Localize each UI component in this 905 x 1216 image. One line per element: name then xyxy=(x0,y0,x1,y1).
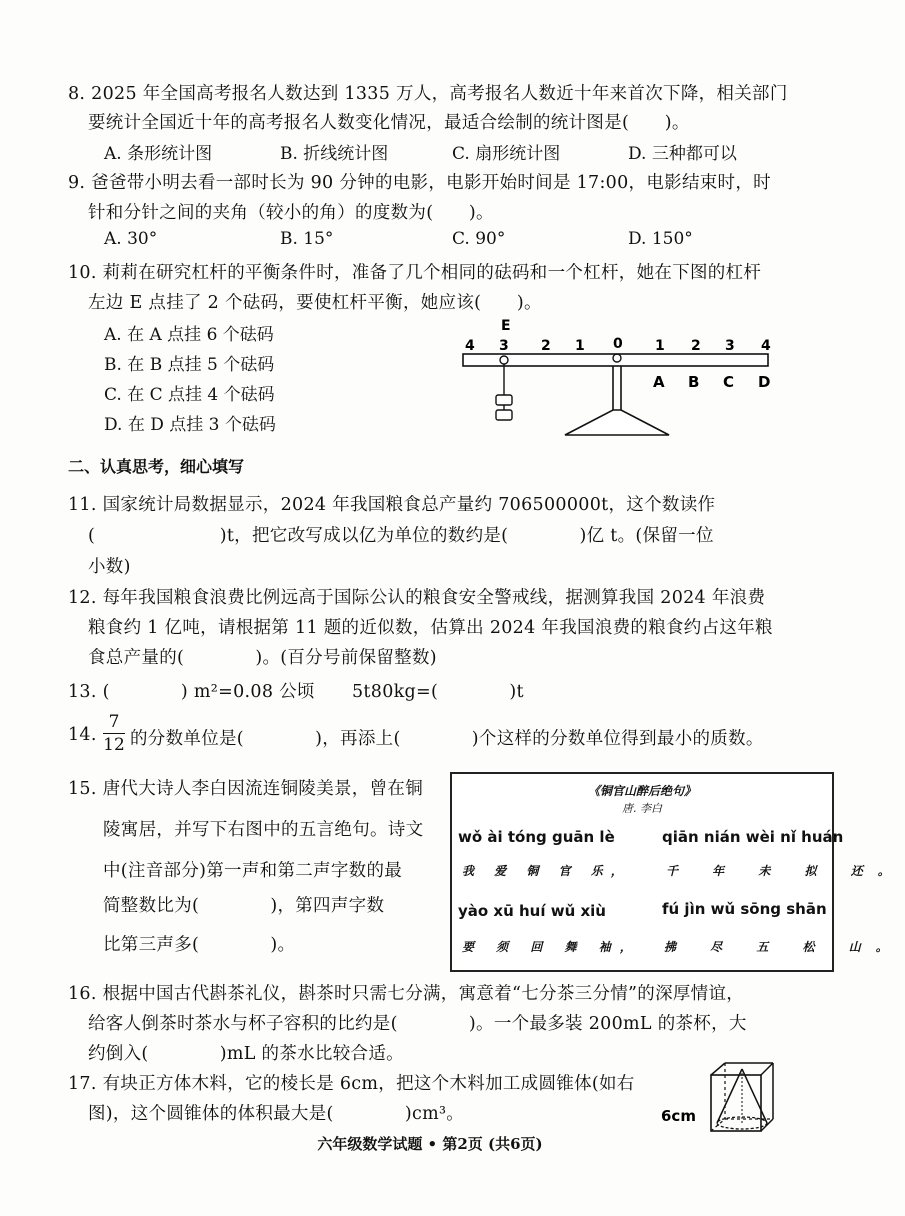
q10-line1: 10. 莉莉在研究杠杆的平衡条件时，准备了几个相同的砝码和一个杠杆，她在下图的杠杆 xyxy=(68,263,762,283)
q9-line1: 9. 爸爸带小明去看一部时长为 90 分钟的电影，电影开始时间是 17:00，电影结束时，时 xyxy=(68,173,771,193)
lever-mark-left-3: 3 xyxy=(499,338,509,354)
lever-mark-zero: 0 xyxy=(613,336,623,352)
q17-line1: 17. 有块正方体木料，它的棱长是 6cm，把这个木料加工成圆锥体(如右 xyxy=(68,1074,635,1094)
weight-2 xyxy=(496,410,512,420)
cube-edge-label: 6cm xyxy=(661,1107,696,1125)
q11-line1: 11. 国家统计局数据显示，2024 年我国粮食总产量约 706500000t，这个数读作 xyxy=(68,495,716,515)
q10-option-c: C. 在 C 点挂 4 个砝码 xyxy=(104,385,275,405)
poem-title: 《铜官山醉后绝句》 xyxy=(587,784,696,798)
q12-line1: 12. 每年我国粮食浪费比例远高于国际公认的粮食安全警戒线，据测算我国 2024 年浪费 xyxy=(68,588,766,608)
lever-mark-left-2: 2 xyxy=(541,338,551,354)
q14-fraction xyxy=(103,712,125,755)
q10-option-a: A. 在 A 点挂 6 个砝码 xyxy=(104,325,274,345)
q11-line3: 小数) xyxy=(88,557,131,577)
poem-chars-1b: 千 年 未 拟 还。 xyxy=(666,864,905,878)
cube-cone-figure xyxy=(655,1055,780,1137)
q8-option-b: B. 折线统计图 xyxy=(280,144,389,164)
lever-label-e: E xyxy=(501,318,511,334)
q17-line2: 图)，这个圆锥体的体积最大是( )cm³。 xyxy=(88,1104,465,1124)
q8-option-a: A. 条形统计图 xyxy=(104,144,213,164)
q10-option-d: D. 在 D 点挂 3 个砝码 xyxy=(104,415,276,435)
lever-mark-right-3: 3 xyxy=(725,338,735,354)
q12-line2: 粮食约 1 亿吨，请根据第 11 题的近似数，估算出 2024 年我国浪费的粮食约占这年粮 xyxy=(88,618,773,638)
lever-mark-right-1: 1 xyxy=(655,338,665,354)
lever-mark-left-4: 4 xyxy=(465,338,475,354)
q9-option-d: D. 150° xyxy=(628,229,693,249)
q13-part2: 5t80kg=( )t xyxy=(352,682,524,702)
q9-option-a: A. 30° xyxy=(104,229,158,249)
q15-line3: 中(注音部分)第一声和第二声字数的最 xyxy=(103,861,403,881)
lever-point-b: B xyxy=(688,373,700,391)
poem-pinyin-1a: wǒ ài tóng guān lè xyxy=(458,828,615,846)
lever-point-c: C xyxy=(723,373,735,391)
q8-line2: 要统计全国近十年的高考报名人数变化情况，最适合绘制的统计图是( )。 xyxy=(88,113,690,133)
poem-author: 唐. 李白 xyxy=(622,802,662,815)
q9-option-b: B. 15° xyxy=(280,229,334,249)
q16-line2: 给客人倒茶时茶水与杯子容积的比约是( )。一个最多装 200mL 的茶杯，大 xyxy=(88,1014,747,1034)
q10-option-b: B. 在 B 点挂 5 个砝码 xyxy=(104,355,275,375)
cone-right-edge xyxy=(742,1069,767,1123)
q8-line1: 8. 2025 年全国高考报名人数达到 1335 万人，高考报名人数近十年来首次下降，相关部门 xyxy=(68,84,788,104)
poem-chars-2b: 拂 尽 五 松 山。 xyxy=(664,940,903,954)
q16-line3: 约倒入( )mL 的茶水比较合适。 xyxy=(88,1044,404,1064)
q9-line2: 针和分针之间的夹角（较小的角）的度数为( )。 xyxy=(88,203,494,223)
q14-text: 的分数单位是( )，再添上( )个这样的分数单位得到最小的质数。 xyxy=(130,729,764,749)
q11-line2: ( )t，把它改写成以亿为单位的数约是( )亿 t。(保留一位 xyxy=(88,526,714,546)
lever-mark-right-2: 2 xyxy=(691,338,701,354)
q15-line1: 15. 唐代大诗人李白因流连铜陵美景，曾在铜 xyxy=(68,779,423,799)
q14-denominator: 12 xyxy=(103,735,125,755)
section-title: 二、认真思考，细心填写 xyxy=(68,457,245,476)
poem-pinyin-1b: qiān nián wèi nǐ huán xyxy=(662,828,844,846)
q8-option-c: C. 扇形统计图 xyxy=(452,144,561,164)
page-footer: 六年级数学试题 • 第2页 (共6页) xyxy=(317,1135,543,1153)
q14-number: 14. xyxy=(68,725,97,745)
q16-line1: 16. 根据中国古代斟茶礼仪，斟茶时只需七分满，寓意着“七分茶三分情”的深厚情谊， xyxy=(68,984,745,1004)
lever-diagram xyxy=(455,315,785,440)
poem-pinyin-2b: fú jìn wǔ sōng shān xyxy=(662,900,827,918)
lever-point-a: A xyxy=(653,373,665,391)
poem-chars-1a: 我 爱 铜 官 乐， xyxy=(462,864,631,878)
poem-pinyin-2a: yào xū huí wǔ xiù xyxy=(458,902,606,920)
poem-box xyxy=(450,772,905,972)
poem-chars-2a: 要 须 回 舞 袖， xyxy=(462,940,641,954)
q10-line2: 左边 E 点挂了 2 个砝码，要使杠杆平衡，她应该( )。 xyxy=(88,293,542,313)
lever-bar xyxy=(463,354,768,366)
q8-option-d: D. 三种都可以 xyxy=(628,144,737,164)
q9-option-c: C. 90° xyxy=(452,229,506,249)
weight-1 xyxy=(496,395,512,405)
lever-base xyxy=(565,410,669,435)
q13-part1: 13. ( ) m²=0.08 公顷 xyxy=(68,682,315,702)
cone-left-edge xyxy=(717,1069,742,1123)
lever-mark-right-4: 4 xyxy=(761,338,771,354)
q15-line4: 简整数比为( )，第四声字数 xyxy=(103,896,385,916)
q14-numerator: 7 xyxy=(108,712,120,732)
q15-line2: 陵寓居，并写下右图中的五言绝句。诗文 xyxy=(103,820,424,840)
q15-line5: 比第三声多( )。 xyxy=(103,935,296,955)
lever-mark-left-1: 1 xyxy=(575,338,585,354)
q12-line3: 食总产量的( )。(百分号前保留整数) xyxy=(88,648,437,668)
lever-point-d: D xyxy=(758,373,771,391)
